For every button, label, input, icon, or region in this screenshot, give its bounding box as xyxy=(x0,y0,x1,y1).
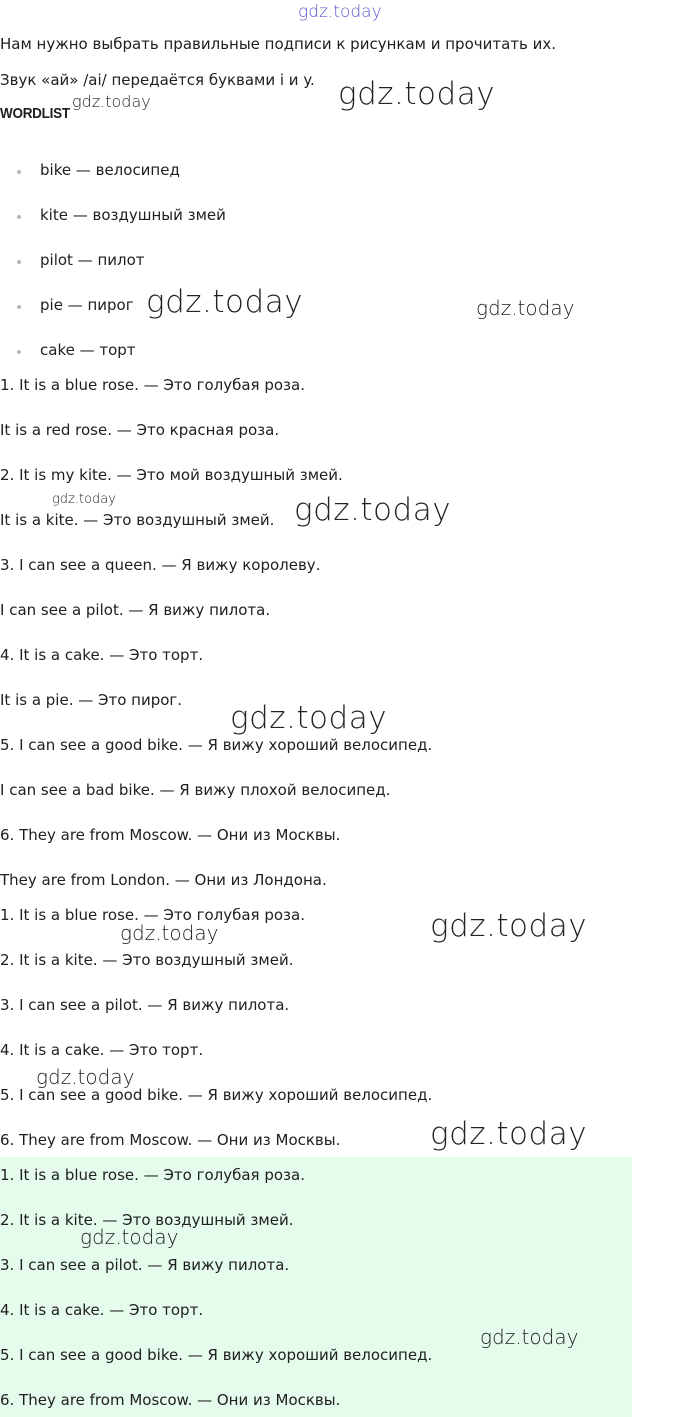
wordlist-heading: WORDLIST xyxy=(0,105,70,122)
bullet-icon xyxy=(17,260,21,264)
bullet-icon xyxy=(17,305,21,309)
answer-line: 4. It is a cake. — Это торт. xyxy=(0,1301,204,1319)
wordlist-item-label: kite — воздушный змей xyxy=(40,206,226,224)
wordlist-item-label: bike — велосипед xyxy=(40,161,180,179)
watermark: gdz.today xyxy=(338,76,496,112)
watermark: gdz.today xyxy=(120,921,219,945)
answer-line: 1. It is a blue rose. — Это голубая роза. xyxy=(0,1166,305,1184)
answer-line: 3. I can see a pilot. — Я вижу пилота. xyxy=(0,996,290,1014)
answer-line: 3. I can see a pilot. — Я вижу пилота. xyxy=(0,1256,290,1274)
watermark: gdz.today xyxy=(72,92,151,111)
bullet-icon xyxy=(17,215,21,219)
bullet-icon xyxy=(17,170,21,174)
wordlist-item-label: pilot — пилот xyxy=(40,251,145,269)
watermark: gdz.today xyxy=(298,2,382,22)
wordlist-item-label: pie — пирог xyxy=(40,296,134,314)
answer-line: 5. I can see a good bike. — Я вижу хороший велосипед. xyxy=(0,1346,433,1364)
wordlist-item-label: cake — торт xyxy=(40,341,136,359)
watermark: gdz.today xyxy=(230,700,388,736)
intro-line-2: Звук «ай» /ai/ передаётся буквами i и y. xyxy=(0,71,315,89)
answer-line: It is a red rose. — Это красная роза. xyxy=(0,421,280,439)
answer-line: 5. I can see a good bike. — Я вижу хороший велосипед. xyxy=(0,736,433,754)
answer-line: They are from London. — Они из Лондона. xyxy=(0,871,327,889)
answer-highlight-block xyxy=(0,1157,632,1417)
answer-line: 4. It is a cake. — Это торт. xyxy=(0,646,204,664)
intro-line-1: Нам нужно выбрать правильные подписи к рисункам и прочитать их. xyxy=(0,35,557,53)
answer-line: 1. It is a blue rose. — Это голубая роза. xyxy=(0,906,305,924)
answer-line: 2. It is a kite. — Это воздушный змей. xyxy=(0,1211,294,1229)
answer-line: 4. It is a cake. — Это торт. xyxy=(0,1041,204,1059)
answer-line: I can see a bad bike. — Я вижу плохой велосипед. xyxy=(0,781,391,799)
watermark: gdz.today xyxy=(52,492,116,507)
answer-line: 2. It is a kite. — Это воздушный змей. xyxy=(0,951,294,969)
bullet-icon xyxy=(17,350,21,354)
watermark: gdz.today xyxy=(480,1325,579,1349)
answer-line: 3. I can see a queen. — Я вижу королеву. xyxy=(0,556,321,574)
answer-line: I can see a pilot. — Я вижу пилота. xyxy=(0,601,271,619)
watermark: gdz.today xyxy=(294,492,452,528)
watermark: gdz.today xyxy=(146,284,304,320)
watermark: gdz.today xyxy=(430,1116,588,1152)
answer-line: 1. It is a blue rose. — Это голубая роза. xyxy=(0,376,305,394)
watermark: gdz.today xyxy=(476,296,575,320)
answer-line: 6. They are from Moscow. — Они из Москвы. xyxy=(0,1391,341,1409)
answer-line: 6. They are from Moscow. — Они из Москвы. xyxy=(0,1131,341,1149)
answer-line: 2. It is my kite. — Это мой воздушный змей. xyxy=(0,466,343,484)
watermark: gdz.today xyxy=(36,1065,135,1089)
answer-line: It is a pie. — Это пирог. xyxy=(0,691,183,709)
watermark: gdz.today xyxy=(430,908,588,944)
answer-line: 6. They are from Moscow. — Они из Москвы. xyxy=(0,826,341,844)
watermark: gdz.today xyxy=(80,1225,179,1249)
answer-line: It is a kite. — Это воздушный змей. xyxy=(0,511,275,529)
answer-line: 5. I can see a good bike. — Я вижу хороший велосипед. xyxy=(0,1086,433,1104)
